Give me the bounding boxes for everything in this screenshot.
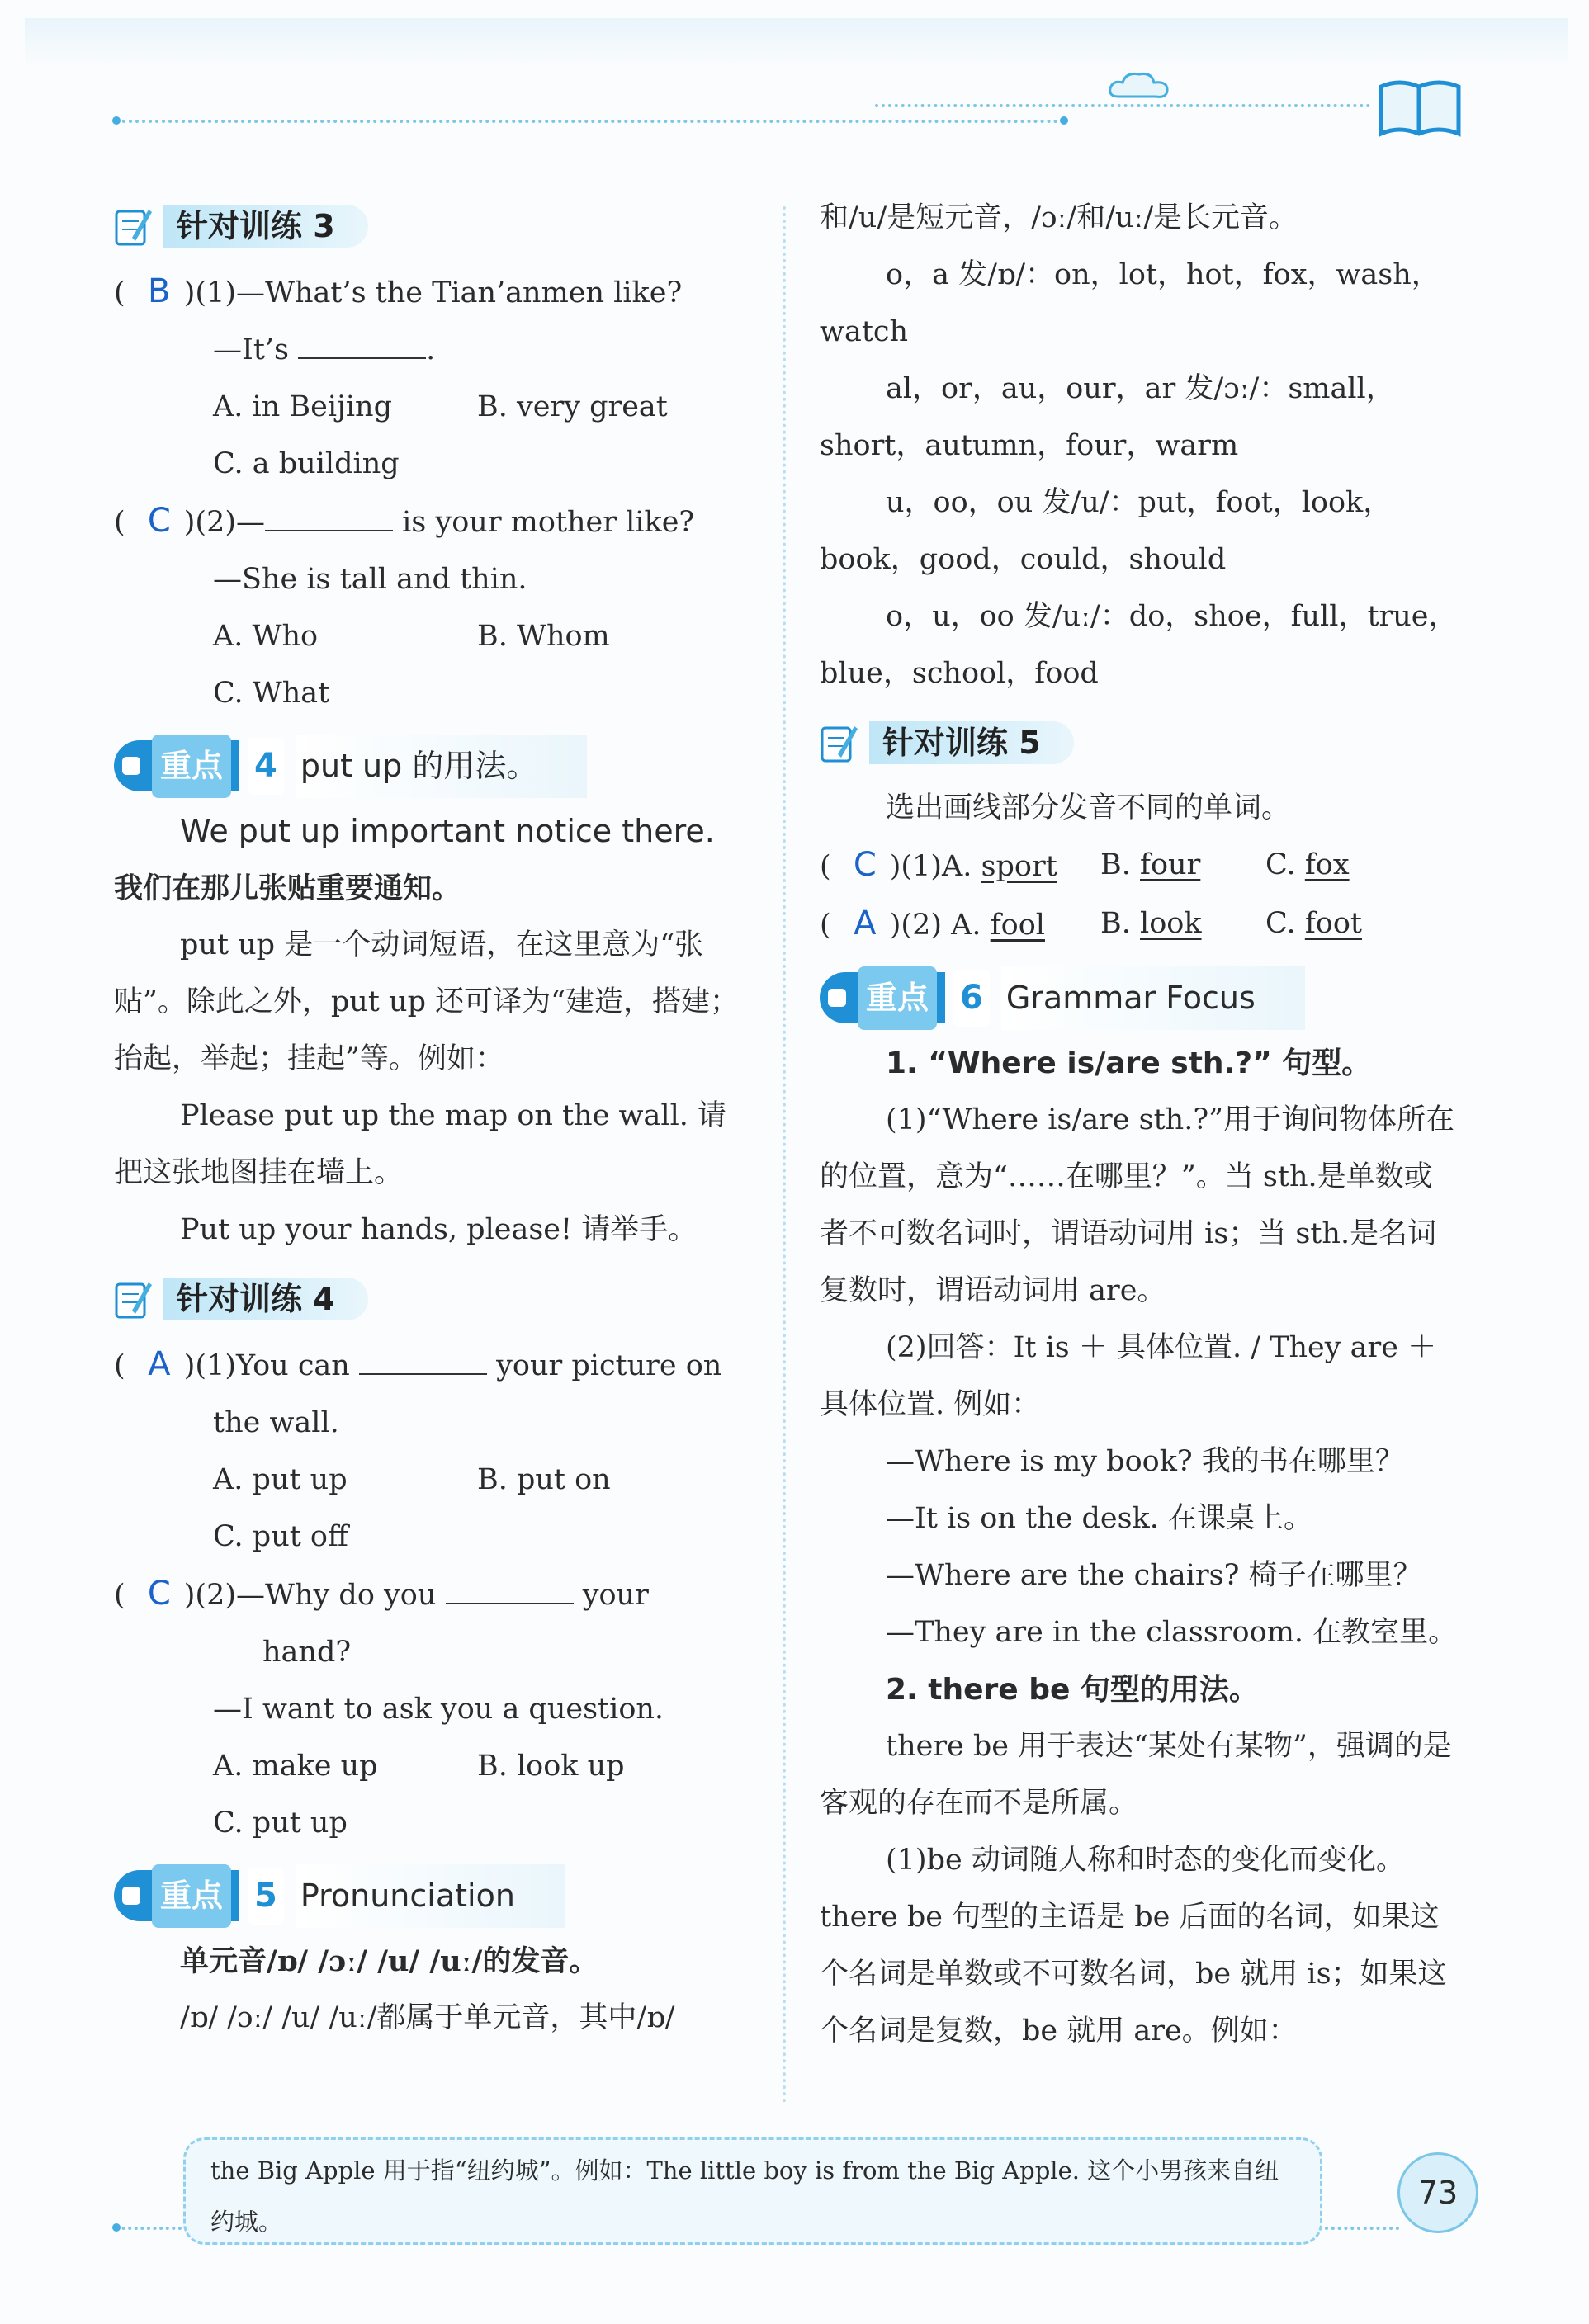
square-bullet-icon <box>122 757 140 775</box>
answer-blank <box>359 1350 487 1375</box>
vowel-subheading: 单元音/ɒ/ /ɔː/ /u/ /uː/的发音。 <box>180 1944 598 1978</box>
key-point-4-header: 重点 4 put up 的用法。 <box>114 737 754 795</box>
square-bullet-icon <box>828 989 846 1007</box>
left-column: 针对训练 3 ( B )(1)—What’s the Tian’anmen like? —It’s . A. in Beijing B. very great C. a building ( C )(2)— is your mother like? —She is tall and thin. A. Who B. Whom C. What 重点 4 put up 的用法。 We put up important notice there. 我们在那儿张贴重要通知。 put up 是一个动词短语，在这里意为“张贴”。除此之外，put up 还可译为“建造，搭建；抬起，举起；挂起”等。例如： Please put up the map on the wall. 请把这张地图挂在墙上。 Put up your hands, please! 请举手。 针对训练 4 ( A )(1)You can your picture on the wall. A. put up B. put on C. put off ( C )(2)—Why do you your hand? —I want to ask you a question. A. make up B. look up C. put up 重点 5 Pronunciation 单元音/ɒ/ /ɔː/ /u/ /uː/的发音。 /ɒ/ /ɔː/ /u/ /uː/都属于单元音，其中/ɒ/ <box>114 186 754 2047</box>
right-column: 和/u/是短元音，/ɔː/和/uː/是长元音。 o，a 发/ɒ/：on，lot，hot，fox，wash，watch al，or，au，our，ar 发/ɔː/：small，short，autumn，four，warm u，oo，ou 发/u/：put，foot，look，book，good，could，should o，u，oo 发/uː/：do，shoe，full，true，blue，school，food 针对训练 5 选出画线部分发音不同的单词。 ( C )(1)A. sport B. four C. fox ( A )(2) A. fool B. look C. foot 重点 6 Grammar Focus 1. “Where is/are sth.?” 句型。 (1)“Where is/are sth.?”用于询问物体所在的位置，意为“……在哪里？”。当 sth.是单数或者不可数名词时，谓语动词用 is；当 sth.是名词复数时，谓语动词用 are。 (2)回答：It is ＋ 具体位置. / They are ＋ 具体位置. 例如： —Where is my book? 我的书在哪里？ —It is on the desk. 在课桌上。 —Where are the chairs? 椅子在哪里？ —They are in the classroom. 在教室里。 2. there be 句型的用法。 there be 用于表达“某处有某物”，强调的是客观的存在而不是所属。 (1)be 动词随人称和时态的变化而变化。there be 句型的主语是 be 后面的名词，如果这个名词是单数或不可数名词，be 就用 is；如果这个名词是复数，be 就用 are。例如： <box>820 190 1459 2060</box>
answer-3-2: C <box>147 502 171 540</box>
footer-note: the Big Apple 用于指“纽约城”。例如：The little boy is from the Big Apple. 这个小男孩来自纽约城。 <box>183 2137 1322 2245</box>
header-dotted-line <box>116 120 1065 123</box>
question-5-1: ( C )(1)A. sport B. four C. fox <box>820 837 1459 895</box>
training-4-header <box>114 1270 754 1328</box>
grammar-heading-2: 2. there be 句型的用法。 <box>886 1673 1259 1707</box>
footer-dotted-line <box>116 2227 182 2230</box>
square-bullet-icon <box>122 1887 140 1905</box>
training-3-label: 针对训练 3 <box>163 205 368 248</box>
page-number: 73 <box>1397 2152 1478 2233</box>
training-3-header <box>114 197 754 255</box>
grammar-heading-1: 1. “Where is/are sth.?” 句型。 <box>886 1046 1372 1080</box>
pencil-pad-icon <box>820 721 858 764</box>
options-3-1: A. in Beijing B. very great <box>213 390 668 423</box>
question-3-2: ( C )(2)— is your mother like? <box>114 493 754 551</box>
book-icon <box>1374 74 1465 140</box>
question-5-2: ( A )(2) A. fool B. look C. foot <box>820 895 1459 954</box>
question-4-2: ( C )(2)—Why do you your <box>114 1566 754 1624</box>
options-4-2: A. make up B. look up <box>213 1750 625 1783</box>
cloud-icon <box>1106 68 1172 105</box>
footer-dot <box>112 2223 121 2232</box>
column-divider <box>783 206 786 2104</box>
question-3-1: ( B )(1)—What’s the Tian’anmen like? <box>114 263 754 322</box>
answer-5-1: C <box>853 846 877 884</box>
training-4-label: 针对训练 4 <box>163 1278 368 1320</box>
pencil-pad-icon <box>114 205 152 248</box>
key-point-6-title: Grammar Focus <box>1001 966 1305 1030</box>
footer-dotted-line <box>1325 2227 1399 2230</box>
header-dot <box>112 116 121 125</box>
training-5-header <box>820 714 1459 772</box>
answer-4-1: A <box>148 1345 171 1383</box>
header-band <box>25 18 1568 68</box>
example-translation: 我们在那儿张贴重要通知。 <box>114 872 461 905</box>
training-5-label: 针对训练 5 <box>869 721 1074 764</box>
answer-blank <box>265 507 393 531</box>
header-dot <box>1060 116 1068 125</box>
answer-blank <box>446 1580 574 1604</box>
pencil-pad-icon <box>114 1278 152 1320</box>
key-point-4-title: put up 的用法。 <box>296 735 587 798</box>
options-4-1: A. put up B. put on <box>213 1463 611 1496</box>
key-point-6-header: 重点 6 Grammar Focus <box>820 969 1459 1027</box>
answer-blank <box>298 334 426 359</box>
key-point-5-header: 重点 5 Pronunciation <box>114 1867 754 1925</box>
example-sentence: We put up important notice there. <box>180 813 715 849</box>
answer-3-1: B <box>148 272 171 310</box>
question-4-1: ( A )(1)You can your picture on <box>114 1336 754 1395</box>
options-3-2: A. Who B. Whom <box>213 620 610 653</box>
answer-5-2: A <box>854 905 877 942</box>
key-point-5-title: Pronunciation <box>296 1864 565 1928</box>
answer-4-2: C <box>147 1575 171 1613</box>
